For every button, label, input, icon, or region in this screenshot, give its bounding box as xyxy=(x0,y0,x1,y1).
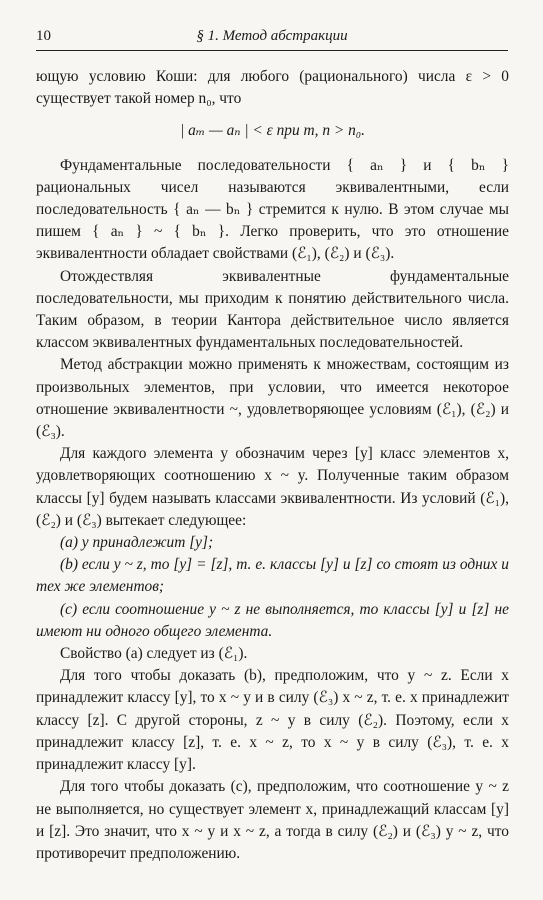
paragraph-real-number: Отождествляя эквивалентные фундаментальные последовательности, мы приходим к понятию действительного числа. Таким образом, в теории Кантора действительное число является классом эквивалентных фундаментальных последовательностей. xyxy=(36,267,509,352)
paragraph-proof-c: Для того чтобы доказать (c), предположим, что соотношение y ~ z не выполняется, но существует элемент x, принадлежащий классам [y] и [z]. Это значит, что x ~ y и x ~ z, а тогда в силу (ℰ₂) и (ℰ₃) y ~ z, что противоречит предположению. xyxy=(36,778,509,862)
page-number: 10 xyxy=(36,28,51,44)
running-title: § 1. Метод абстракции xyxy=(196,28,348,44)
property-a: (a) y принадлежит [y]; xyxy=(60,534,214,552)
page-body xyxy=(36,66,509,865)
running-header xyxy=(36,28,508,51)
paragraph-proof-a: Свойство (a) следует из (ℰ₁). xyxy=(60,645,248,663)
paragraph-abstraction-method: Метод абстракции можно применять к множествам, состоящим из произвольных элементов, при условии, что имеется некоторое отношение эквивалентности ~, удовлетворяющее условиям (ℰ₁), (ℰ₂) и (ℰ₃). xyxy=(36,356,509,441)
paragraph-equivalence-classes: Для каждого элемента y обозначим через [y] класс элементов x, удовлетворяющих соотношению x ~ y. Полученные таким образом классы [y] будем называть классами эквивалентности. Из условий (ℰ₁), (ℰ₂) и (ℰ₃) вытекает следующее: xyxy=(36,445,509,529)
property-c: (c) если соотношение y ~ z не выполняется, то классы [y] и [z] не имеют ни одного общего элемента. xyxy=(36,600,509,640)
formula-cauchy: | aₘ — aₙ | < ε при m, n > n₀. xyxy=(179,122,365,140)
paragraph-proof-b: Для того чтобы доказать (b), предположим, что y ~ z. Если x принадлежит классу [y], то x ~ y и в силу (ℰ₃) x ~ z, т. е. x принадлежит классу [z]. С другой стороны, z ~ y в силу (ℰ₂). Поэтому, если x принадлежит классу [z], т. е. x ~ z, то x ~ y в силу (ℰ₃), т. е. x принадлежит классу [y]. xyxy=(36,667,509,774)
property-b: (b) если y ~ z, то [y] = [z], т. е. классы [y] и [z] со стоят из одних и тех же элементов; xyxy=(36,556,509,596)
paragraph-cauchy-condition: ющую условию Коши: для любого (рационального) числа ε > 0 существует такой номер n₀, что xyxy=(36,68,509,108)
paragraph-fundamental-sequences: Фундаментальные последовательности { aₙ } и { bₙ } рациональных чисел называются эквивалентными, если последовательность { aₙ — bₙ } стремится к нулю. В этом случае мы пишем { aₙ } ~ { bₙ }. Легко проверить, что это отношение эквивалентности обладает свойствами (ℰ₁), (ℰ₂) и (ℰ₃). xyxy=(36,156,509,263)
